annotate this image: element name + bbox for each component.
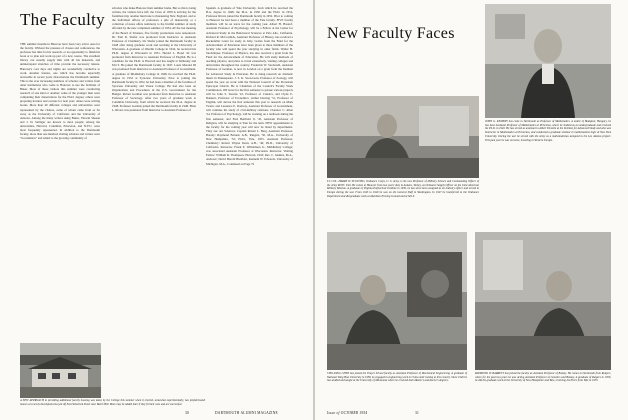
kemeny-photo	[485, 4, 611, 118]
kemeny-caption: JOHN G. KEMENY has come to Dartmouth as Professor of Mathematics. A native of Budapest, Hungary, he has been Assistant Professor of Mathematics at Princeton, where he studied as an undergraduate and received his Ph.D. in 1949. He has served as assistant to Albert Einstein at the Institute for Advanced Study and also was Instructor in Mathematics at Princeton, and conducted a graduate seminar in mathematical logic at New York University. During the war he served with the Army as a mathematician assigned to the Los Alamos project. This past year he was on leave, traveling in Western Europe.	[485, 120, 611, 142]
right-page-number: 31	[415, 411, 419, 415]
column-1-text: THE summer months in Hanover have been very active ones for the faculty. Without the pressure of classes and conferences, the professor has time for his research, or an opportunity to finish his book or to plan and work up part of a new course. The excellent library can usually supply him with all his materials, and uninterrupted stretches of time provide the necessary leisure. Hanover's cool days and nights are wonderfully conducive to work. Another feature, one which has become especially noticeable in recent years characterizes the Dartmouth summer. This is the ever increasing numbers of scholars and writers from other institutions who come to Hanover to use the facilities of Baker. Most of these visitors this summer were conducting research of one kind or another; some of the younger men were completing their dissertations for the Ph.D. degree; others were preparing lectures and courses for next year; others were writing books. More than 40 different colleges and universities were represented by the visitors, some of whom came from as far away as the University of California and the University of Arizona. Among the many writers using Baker, Vincent Sheean and J. D. Salinger are known to most people; among the universities, Harvard, Columbia, Princeton, and N.Y.U. were most frequently represented. In addition to the Dartmouth faculty, more than one hundred visiting scholars and writers were "in residence" and added to the growing community of	[20, 42, 100, 141]
left-column-2	[112, 6, 196, 342]
column-3-text: Spanish. A graduate of Yale University, from which he received the B.A. degree in 1948, the M.A. in 1950 and the Ph.D. in 1952, Professor Rivers joined the Dartmouth faculty in 1952. Prior to coming to Hanover he had been a member of the Yale faculty. FIVE faculty members will be on leave for the coming year. Albert H. Hastorf, Assistant Professor of Psychology, will be a Fellow at the Center for Advanced Study in the Behavioral Sciences at Palo Alto, California. Richard R. McCormick, Assistant Professor of History, has received a Rockefeller Grant for study in Italy. Grants from the Fund for the Advancement of Education have been given to three members of the faculty who will spend the year studying in other fields. Walter H. Stockmayer, Professor of Physics, has also received a grant from the Fund for the Advancement of Education. He will study methods of teaching physics, and plans to travel extensively, visiting colleges and universities throughout the country. Frederick W. Stockwell, Assistant Professor of German, is now in London on a grant from the Institute for Advanced Study in Princeton. He is doing research on dramatic music in Shakespeare. J. S. K. Soon-Goin, Professor of Zoology, will spend the year on work with the National Council of the Protestant Episcopal Church. He is Chairman of the Council's Faculty Work Commission. ON leave for the first semester to pursue various projects will be John S. Stearns '22, Professor of Classics, and Clyde E. Dankert, Professor of Economics. Arthur Dewing '51, Professor of English, will devote the first semester this year to research on Mark Twain; and Laurence E. Radway, Assistant Professor of Government, will continue his study of civil-military relations. Clarence C. Allen '24, Professor of Psychology, will be working on a textbook during the first semester, and Fred Berthold Jr. '45, Assistant Professor of Religion, will be studying at Yale for the term. NEW appointments to the faculty for the coming year will now be listed by departments. They are: Art Sciences: Captain Robert L. Berg, Assistant Professor. Botany: Raymond Barnett, A.B., Rutgers, '50, M.A., University of New Hampshire, '52; Ph.D., Yale, 1955. Assistant Professor. Chemistry: Robert Wayne Dean, A.B., '46; Ph.D., University of California. Instructor. Frank E. Williamson Jr., Middlebury College; was associated Assistant Professor at Wisconsin. Instructor. Visiting Fellow: William R. Thompson, Harvard, 1943; Rev. C. Jenkins, M.A., Andover; David Harold Breitbart, Kenneth W. Edwards, University of Michigan, M.A., Continued on Page 72	[206, 6, 293, 166]
stulting-caption: LT. COL. HARRY W. STULTING, Ordnance Corps, U. S. Army, is the new Professor of Military Science and Commanding Officer of the Army ROTC Unit. He comes to Hanover from two years' duty in Ankara, Turkey, as Ordnance Supply Officer on the Joint American Military Mission. A graduate of Virginia Polytechnic Institute in 1936, he has since been assigned as an industry officer and served in Europe during the war. From 1945 to 1949 he was on the General Staff in Washington. In 1947 he transferred to the Ordnance Department and did graduate work at Aberdeen Proving Ground and at M.I.T.	[327, 180, 479, 198]
right-page	[315, 0, 628, 420]
left-page-number: 30	[185, 411, 189, 415]
housing-photo-caption: A NEW APPROACH to providing additional faculty housing was taken by the College this summer when it erected, somewhat experimentally, two prefabricated houses at a newly developed area just off East Wheelock Street near Balch Hill. More may be added later if they fit their uses and are successful.	[20, 399, 205, 406]
page-title-new-faculty-faces: New Faculty Faces	[327, 25, 455, 42]
stulting-photo	[327, 96, 479, 178]
barrett-photo	[475, 232, 611, 370]
left-column-3	[206, 6, 293, 381]
chen-caption: CHO-YANG CHEN has joined the Thayer School faculty as Assistant Professor of Mechanical Engineering. A graduate of National Tsing Hua University in 1938, he engaged in engineering work in China until coming to this country. Since 1946 he has studied and taught at the University of Minnesota where he received both Master's and doctor's degrees.	[327, 372, 467, 383]
magazine-footer: DARTMOUTH ALUMNI MAGAZINE	[215, 411, 278, 415]
left-column-1	[20, 42, 100, 342]
issue-label: Issue of OCTOBER 1954	[327, 411, 368, 415]
column-2-text: scholars who make Hanover their summer home. But so this is being written, the visitors have left; the Class of 1958 is arriving for the freshman trip; another hurricane is threatening New England, and to the individual offices of professors a pile of manuscript or a collection of notes offers testimony to the fruitful summer of study afforded by the new completed summer of 1954. AT the last meeting of the Board of Trustees, five faculty promotions were announced. Dr. Paul R. Shafer was promoted from Instructor to Assistant Professor of Chemistry. Dr. Shafer joined the Dartmouth faculty in 1948 after doing graduate work and teaching at the University of Wisconsin. A graduate of Oberlin College in 1942, he received his Ph.D. degree at Wisconsin in 1951. Harold L. Bond '42 was promoted from Instructor to Assistant Professor of English. He is a candidate for the Ph.D. at Harvard and has taught at Wellesley and M.I.T. He joined the Dartmouth faculty in 1947. Louis Morand III was promoted from Instructor to Assistant Professor of Government. A graduate of Middlebury College in 1948, he received the Ph.D. degree in 1952 at Syracuse University. Prior to joining the Dartmouth faculty in 1952, he had been a member of the faculties of Syracuse University and Vassar College. He had also been on Organization and Procedures in the U.S. Government for the Budget. Robert Gorman was promoted from Instructor to Assistant Professor of Sociology. After two years of graduate work at Columbia University, from which he received the M.A. degree in 1948, Professor Gorman joined the Dartmouth faculty in 1948. Elien L. Rivers was promoted from Instructor to Assistant Professor of	[112, 6, 196, 113]
left-page	[0, 0, 313, 420]
faculty-housing-photo	[20, 343, 101, 398]
barrett-caption: RAYMOND W. BARRETT has joined the faculty as Assistant Professor of Botany. He comes to Dartmouth from Rutgers, where for the past two years he was Acting Assistant Professor of Genetics and Botany. A graduate of Rutgers in 1950, he did his graduate work at the University of New Hampshire and Yale, receiving his Ph.D. from Yale in 1953.	[475, 372, 611, 383]
chen-photo	[327, 232, 467, 370]
page-title-the-faculty: The Faculty	[20, 10, 105, 29]
